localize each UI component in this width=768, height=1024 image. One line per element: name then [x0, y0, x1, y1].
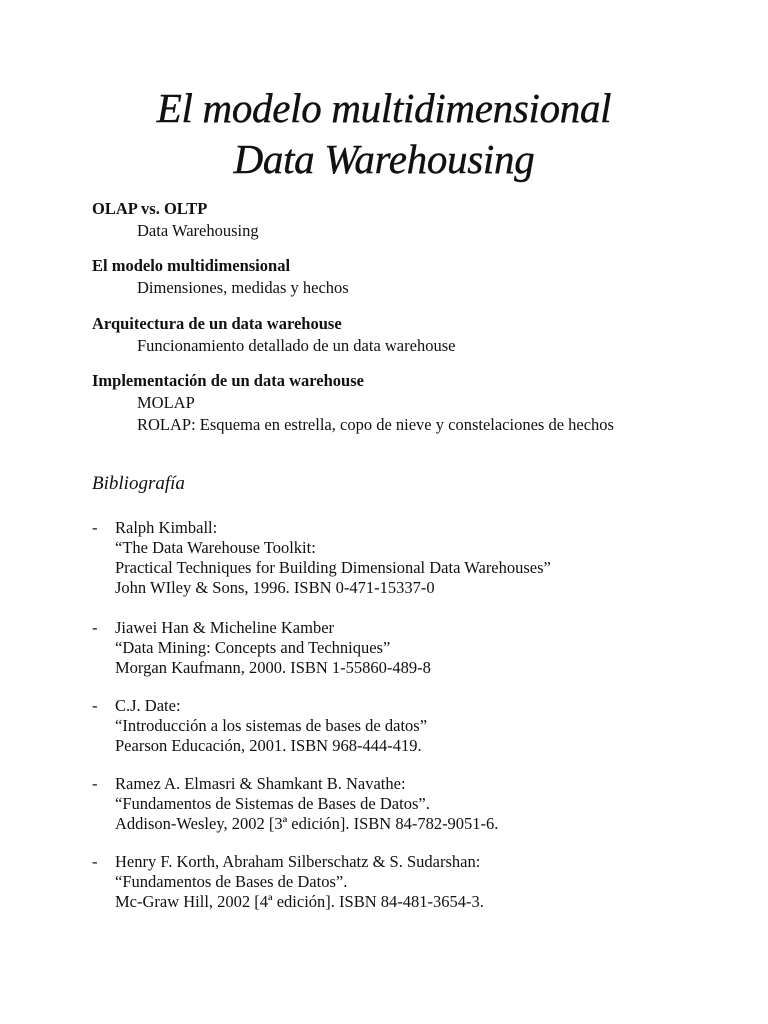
bib-title: “Fundamentos de Sistemas de Bases de Datos”. [115, 794, 430, 813]
bibliography-entry [92, 774, 732, 834]
topic-heading: OLAP vs. OLTP [92, 199, 208, 218]
bib-title: “The Data Warehouse Toolkit: [115, 538, 316, 557]
topic-subitem: Data Warehousing [137, 221, 259, 240]
topic-modelo-multidimensional [92, 255, 349, 299]
topic-olap-vs-oltp [92, 198, 259, 242]
topic-implementacion [92, 370, 614, 436]
bullet-dash: - [92, 518, 98, 537]
bib-title: “Data Mining: Concepts and Techniques” [115, 638, 391, 657]
bib-title-cont: Practical Techniques for Building Dimensional Data Warehouses” [115, 558, 551, 577]
bibliography-entry [92, 518, 732, 598]
bib-author: Henry F. Korth, Abraham Silberschatz & S. Sudarshan: [115, 852, 481, 871]
topic-subitem: Funcionamiento detallado de un data warehouse [137, 336, 456, 355]
bib-author: Jiawei Han & Micheline Kamber [115, 618, 335, 637]
topic-subitem: MOLAP [137, 393, 195, 412]
bibliography-entry [92, 852, 732, 912]
bib-publisher: Pearson Educación, 2001. ISBN 968-444-419. [115, 736, 422, 755]
bib-publisher: Mc-Graw Hill, 2002 [4ª edición]. ISBN 84-481-3654-3. [115, 892, 484, 911]
document-title-line-2: Data Warehousing [233, 136, 535, 182]
topic-heading: Arquitectura de un data warehouse [92, 314, 342, 333]
bullet-dash: - [92, 852, 98, 871]
bib-author: Ralph Kimball: [115, 518, 218, 537]
bullet-dash: - [92, 774, 98, 793]
bibliography-heading: Bibliografía [92, 473, 185, 494]
bib-publisher: Addison-Wesley, 2002 [3ª edición]. ISBN 84-782-9051-6. [115, 814, 499, 833]
bib-title: “Introducción a los sistemas de bases de datos” [115, 716, 428, 735]
topic-subitem: Dimensiones, medidas y hechos [137, 278, 349, 297]
topic-subitem: ROLAP: Esquema en estrella, copo de nieve y constelaciones de hechos [137, 415, 614, 434]
bibliography-entry [92, 618, 732, 678]
topic-arquitectura [92, 313, 455, 357]
bibliography-entry [92, 696, 732, 756]
bullet-dash: - [92, 618, 98, 637]
bib-publisher: John WIley & Sons, 1996. ISBN 0-471-15337-0 [115, 578, 435, 597]
document-title-line-1: El modelo multidimensional [156, 85, 612, 131]
topic-heading: Implementación de un data warehouse [92, 371, 364, 390]
bullet-dash: - [92, 696, 98, 715]
bib-title: “Fundamentos de Bases de Datos”. [115, 872, 348, 891]
topic-heading: El modelo multidimensional [92, 256, 291, 275]
bib-publisher: Morgan Kaufmann, 2000. ISBN 1-55860-489-8 [115, 658, 431, 677]
bib-author: Ramez A. Elmasri & Shamkant B. Navathe: [115, 774, 406, 793]
bib-author: C.J. Date: [115, 696, 181, 715]
